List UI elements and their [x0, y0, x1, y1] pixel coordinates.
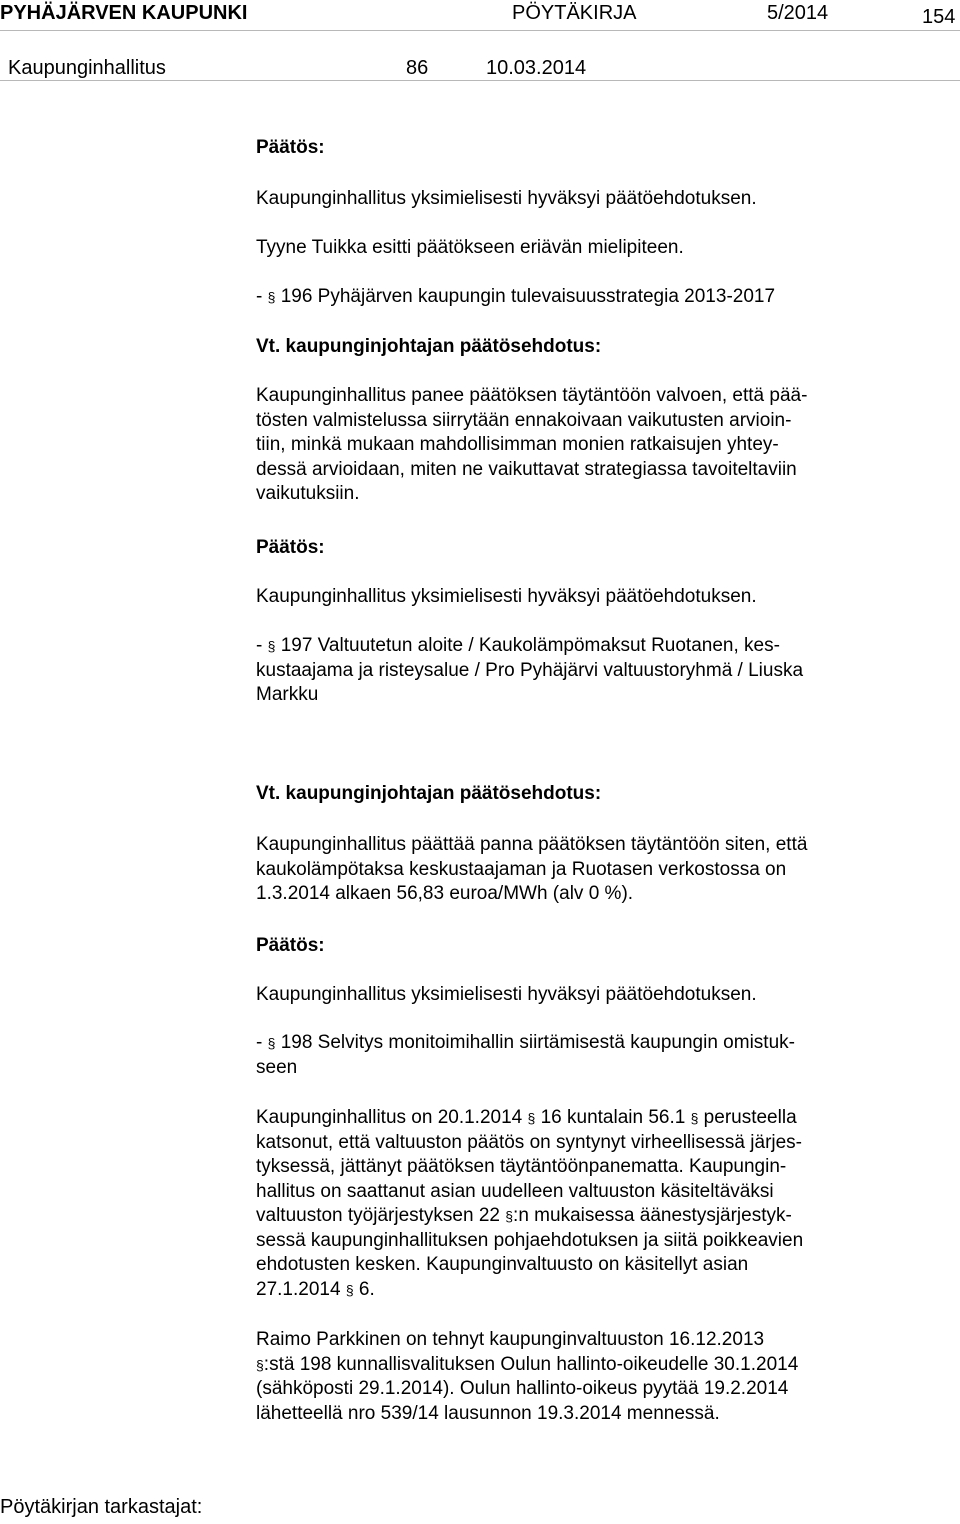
item-198-title — [256, 1031, 896, 1080]
background-paragraph — [256, 1106, 896, 1302]
subheader-divider — [0, 80, 960, 81]
item-197-text: 197 Valtuutetun aloite / Kaukolämpömaksut Ruotanen, kes- — [280, 635, 780, 656]
text-line: vaikutuksiin. — [256, 483, 360, 504]
footer-label: Pöytäkirjan tarkastajat: — [0, 1496, 203, 1518]
text-segment: perusteella — [698, 1107, 797, 1128]
text-line: (sähköposti 29.1.2014). Oulun hallinto-oikeus pyytää 19.2.2014 — [256, 1378, 789, 1399]
decision-heading: Päätös: — [256, 137, 325, 158]
text-line: Kaupunginhallitus panee päätöksen täytäntöön valvoen, että pää- — [256, 385, 808, 406]
text-line: Kaupunginhallitus päättää panna päätöksen täytäntöön siten, että — [256, 834, 808, 855]
text-line — [256, 1204, 896, 1229]
text-line — [256, 634, 896, 659]
text-segment: :n mukaisessa äänestysjärjestyk- — [513, 1205, 792, 1226]
decision-text: Kaupunginhallitus yksimielisesti hyväksyi päätöehdotuksen. — [256, 984, 757, 1005]
organization-name: PYHÄJÄRVEN KAUPUNKI — [0, 2, 248, 24]
section-number: 86 — [406, 57, 429, 79]
section-sign-icon: § — [527, 1110, 536, 1126]
text-segment: valtuuston työjärjestyksen 22 — [256, 1205, 506, 1226]
text-line: lähetteellä nro 539/14 lausunnon 19.3.2014 mennessä. — [256, 1402, 720, 1424]
text-line: sessä kaupunginhallituksen pohjaehdotuksen ja siitä poikkeavien — [256, 1229, 804, 1251]
text-line: kaukolämpötaksa keskustaajaman ja Ruotasen verkostossa on — [256, 858, 787, 880]
text-line: ehdotusten kesken. Kaupunginvaltuusto on käsitellyt asian — [256, 1254, 749, 1275]
decision-text: Kaupunginhallitus yksimielisesti hyväksyi päätöehdotuksen. — [256, 586, 757, 607]
text-segment: Kaupunginhallitus on 20.1.2014 — [256, 1107, 528, 1128]
text-line: katsonut, että valtuuston päätös on syntynyt virheellisessä järjes- — [256, 1131, 803, 1153]
text-line: dessä arvioidaan, miten ne vaikuttavat strategiassa tavoiteltaviin — [256, 458, 797, 480]
text-segment: 16 kuntalain 56.1 — [535, 1107, 691, 1128]
header-divider — [0, 30, 960, 31]
text-line: kustaajama ja risteysalue / Pro Pyhäjärvi valtuustoryhmä / Liuska — [256, 659, 804, 681]
proposal-heading: Vt. kaupunginjohtajan päätösehdotus: — [256, 783, 602, 804]
item-dash: - — [256, 635, 263, 656]
text-line: seen — [256, 1056, 298, 1078]
proposal-text — [256, 833, 896, 907]
text-line: tösten valmistelussa siirrytään ennakoivaan vaikutusten arvioin- — [256, 409, 792, 431]
section-sign-icon: § — [345, 1281, 354, 1298]
text-line: tyksessä, jättänyt päätöksen täytäntöönpanematta. Kaupungin- — [256, 1156, 787, 1177]
text-line: Markku — [256, 684, 319, 705]
section-sign-icon: § — [267, 289, 276, 305]
section-sign-icon: § — [505, 1208, 514, 1224]
meeting-date: 10.03.2014 — [486, 57, 587, 79]
section-sign-icon: § — [267, 638, 276, 654]
item-196-text: 196 Pyhäjärven kaupungin tulevaisuusstrategia 2013-2017 — [280, 286, 776, 307]
text-segment: 27.1.2014 — [256, 1278, 346, 1300]
item-198-text: 198 Selvitys monitoimihallin siirtämisestä kaupungin omistuk- — [280, 1032, 795, 1053]
text-line: 1.3.2014 alkaen 56,83 euroa/MWh (alv 0 %). — [256, 883, 634, 904]
text-segment: :stä 198 kunnallisvalituksen Oulun hallinto-oikeudelle 30.1.2014 — [263, 1353, 799, 1375]
item-197-title — [256, 634, 896, 708]
decision-heading: Päätös: — [256, 537, 325, 558]
text-line: hallitus on saattanut asian uudelleen valtuuston käsiteltäväksi — [256, 1180, 774, 1202]
item-196-title — [256, 285, 896, 310]
section-sign-icon: § — [690, 1110, 699, 1126]
text-line: tiin, minkä mukaan mahdollisimman monien ratkaisujen yhtey- — [256, 434, 779, 455]
document-type: PÖYTÄKIRJA — [512, 2, 637, 24]
text-line — [256, 1278, 896, 1303]
proposal-heading: Vt. kaupunginjohtajan päätösehdotus: — [256, 336, 602, 357]
document-number: 5/2014 — [767, 2, 829, 24]
dissent-text: Tyyne Tuikka esitti päätökseen eriävän mielipiteen. — [256, 237, 684, 258]
text-line — [256, 1106, 896, 1131]
meeting-body: Kaupunginhallitus — [8, 57, 166, 79]
decision-heading: Päätös: — [256, 935, 325, 956]
page-number: 154 — [922, 6, 956, 28]
decision-text: Kaupunginhallitus yksimielisesti hyväksyi päätöehdotuksen. — [256, 188, 757, 209]
text-line — [256, 1353, 896, 1378]
item-dash: - — [256, 1032, 263, 1053]
text-segment: 6. — [353, 1278, 375, 1300]
text-line: Raimo Parkkinen on tehnyt kaupunginvaltuuston 16.12.2013 — [256, 1329, 765, 1350]
item-dash: - — [256, 286, 263, 307]
section-sign-icon: § — [267, 1035, 276, 1051]
appeal-paragraph — [256, 1328, 896, 1426]
section-sign-icon: § — [256, 1356, 264, 1373]
text-line — [256, 1031, 896, 1056]
proposal-text — [256, 384, 896, 507]
